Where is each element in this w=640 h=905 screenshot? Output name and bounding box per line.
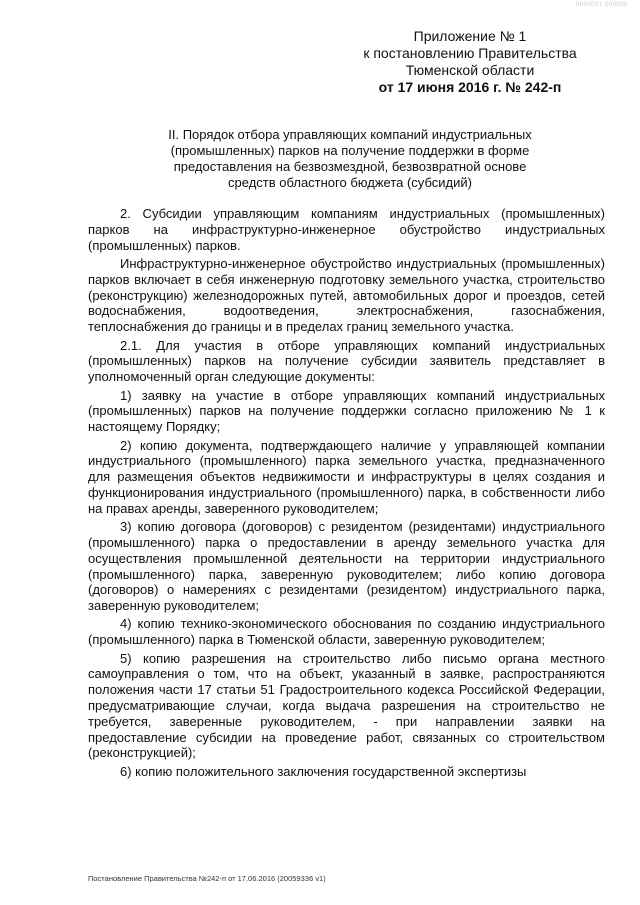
paragraph: 3) копию договора (договоров) с резидентом (резидентами) индустриального (промышленного) парка о предоставлении в аренду земельного участка для осуществления промышленной деятельности на территории индустриального (промышленного) парка, заверенную руководителем; либо копию договора (договоров) о намерениях с резидентами (резидентом) индустриального парка, заверенную руководителем; — [88, 519, 605, 614]
paragraph: 2) копию документа, подтверждающего наличие у управляющей компании индустриального (промышленного) парка земельного участка, предназначенного для размещения объектов недвижимости и инфраструктуры в целях создания и функционирования индустриального (промышленного) парка, в собственности либо на правах аренды, заверенного руководителем; — [88, 437, 605, 516]
paragraph: 1) заявку на участие в отборе управляющих компаний индустриальных (промышленных) парков на получение поддержки согласно приложению № 1 к настоящему Порядку; — [88, 387, 605, 435]
paragraph: 2. Субсидии управляющим компаниям индустриальных (промышленных) парков на инфраструктурно-инженерное обустройство индустриальных (промышленных) парков. — [88, 206, 605, 253]
paragraph: 6) копию положительного заключения государственной экспертизы — [120, 763, 527, 779]
document-body — [88, 206, 605, 782]
appendix-header — [320, 28, 620, 96]
paragraph: Инфраструктурно-инженерное обустройство индустриальных (промышленных) парков включает в себя инженерную подготовку земельного участка, строительство (реконструкцию) железнодорожных путей, автомобильных дорог и проездов, сетей водоснабжения, водоотведения, электроснабжения, газоснабжения, теплоснабжения до границы и в пределах границ земельного участка. — [88, 255, 605, 335]
appendix-resolution: к постановлению Правительства — [363, 45, 577, 61]
paragraph: 4) копию технико-экономического обоснования по созданию индустриального (промышленного) парка в Тюменской области, заверенную руководителем; — [88, 616, 605, 648]
section-title: II. Порядок отбора управляющих компаний индустриальных (промышленных) парков на получение поддержки в форме предоставления на безвозмездной, безвозвратной основе средств областного бюджета (субсидий) — [168, 127, 532, 190]
appendix-date: от 17 июня 2016 г. № 242-п — [378, 79, 562, 95]
corner-mark: 0000001 000000 — [575, 2, 628, 8]
document-footer: Постановление Правительства №242-п от 17.06.2016 (20059336 v1) — [88, 874, 326, 883]
paragraph: 5) копию разрешения на строительство либо письмо органа местного самоуправления о том, что на объект, указанный в заявке, распространяются положения части 17 статьи 51 Градостроительного кодекса Российской Федерации, предусматривающие случаи, когда выдача разрешения на строительство не требуется, заверенные руководителем, - при направлении заявки на предоставление субсидии на проведение работ, связанных со строительством (реконструкцией); — [88, 650, 605, 761]
appendix-number: Приложение № 1 — [413, 28, 527, 44]
appendix-region: Тюменской области — [405, 62, 535, 78]
paragraph: 2.1. Для участия в отборе управляющих компаний индустриальных (промышленных) парков на получение субсидии заявитель представляет в уполномоченный орган следующие документы: — [88, 337, 605, 385]
